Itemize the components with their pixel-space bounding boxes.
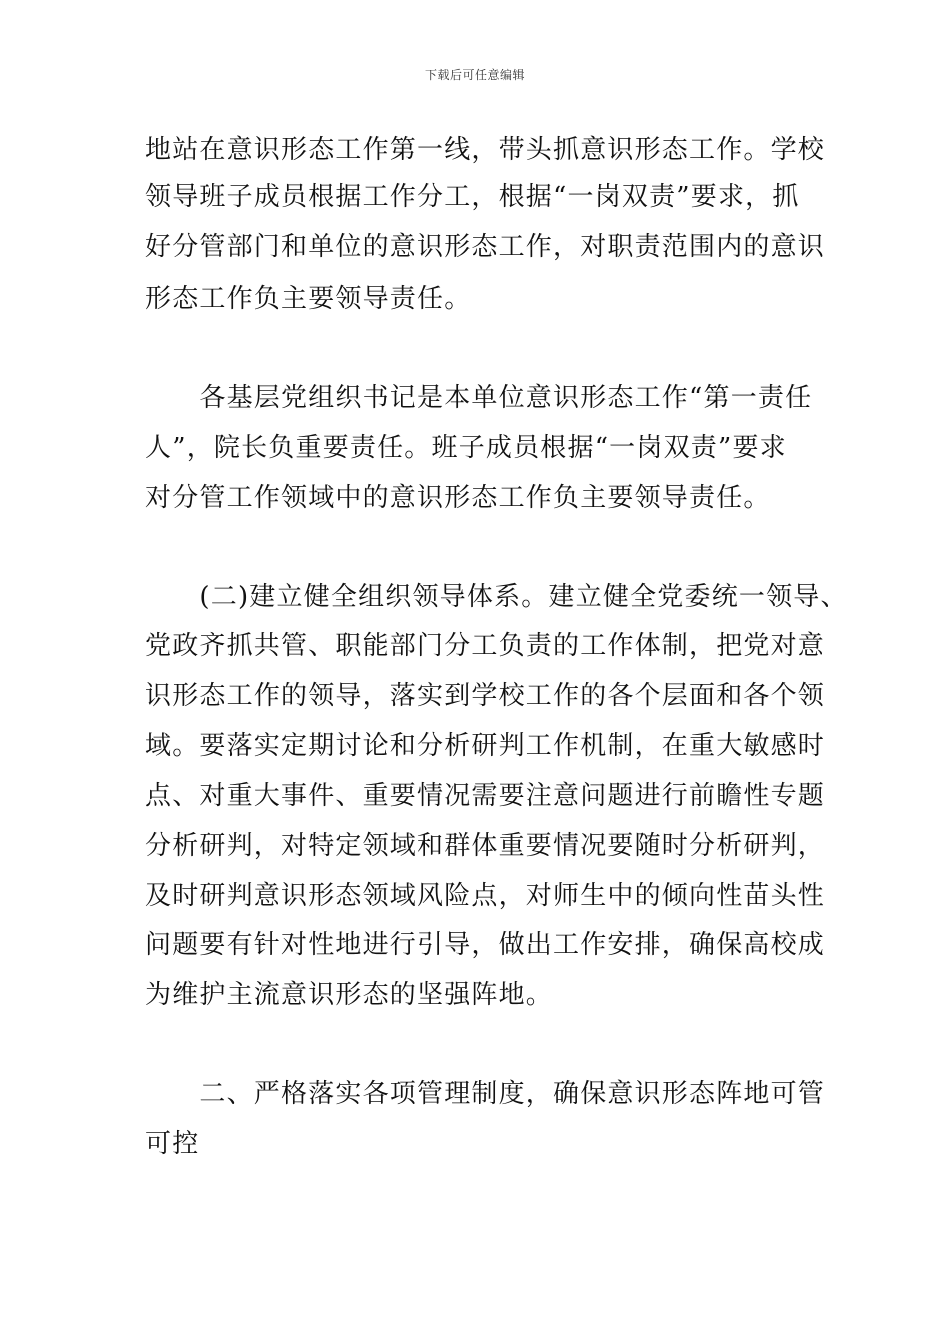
text-line: 各基层党组织书记是本单位意识形态工作“第一责任 xyxy=(145,383,813,413)
text-line: 形态工作负主要领导责任。 xyxy=(145,284,472,314)
text-line: 二、严格落实各项管理制度，确保意识形态阵地可管 xyxy=(145,1079,826,1109)
text-line: 领导班子成员根据工作分工，根据“一岗双责”要求，抓 xyxy=(145,182,800,212)
text-line: 分析研判，对特定领域和群体重要情况要随时分析研判， xyxy=(145,831,826,861)
text-line: 为维护主流意识形态的坚强阵地。 xyxy=(145,980,554,1010)
text-line: 域。要落实定期讨论和分析研判工作机制，在重大敏感时 xyxy=(145,731,826,761)
text-line: 可控 xyxy=(145,1129,200,1159)
text-line: 识形态工作的领导，落实到学校工作的各个层面和各个领 xyxy=(145,681,826,711)
text-line: 党政齐抓共管、职能部门分工负责的工作体制，把党对意 xyxy=(145,631,826,661)
text-line: 好分管部门和单位的意识形态工作，对职责范围内的意识 xyxy=(145,232,826,262)
text-line: (二)建立健全组织领导体系。建立健全党委统一领导、 xyxy=(145,582,848,612)
text-line: 及时研判意识形态领域风险点，对师生中的倾向性苗头性 xyxy=(145,881,826,911)
text-line: 对分管工作领域中的意识形态工作负主要领导责任。 xyxy=(145,483,771,513)
text-line: 地站在意识形态工作第一线，带头抓意识形态工作。学校 xyxy=(145,135,826,165)
text-line: 问题要有针对性地进行引导，做出工作安排，确保高校成 xyxy=(145,930,826,960)
text-line: 点、对重大事件、重要情况需要注意问题进行前瞻性专题 xyxy=(145,781,826,811)
text-line: 人”，院长负重要责任。班子成员根据“一岗双责”要求 xyxy=(145,433,787,463)
page-header: 下载后可任意编辑 xyxy=(424,68,525,82)
